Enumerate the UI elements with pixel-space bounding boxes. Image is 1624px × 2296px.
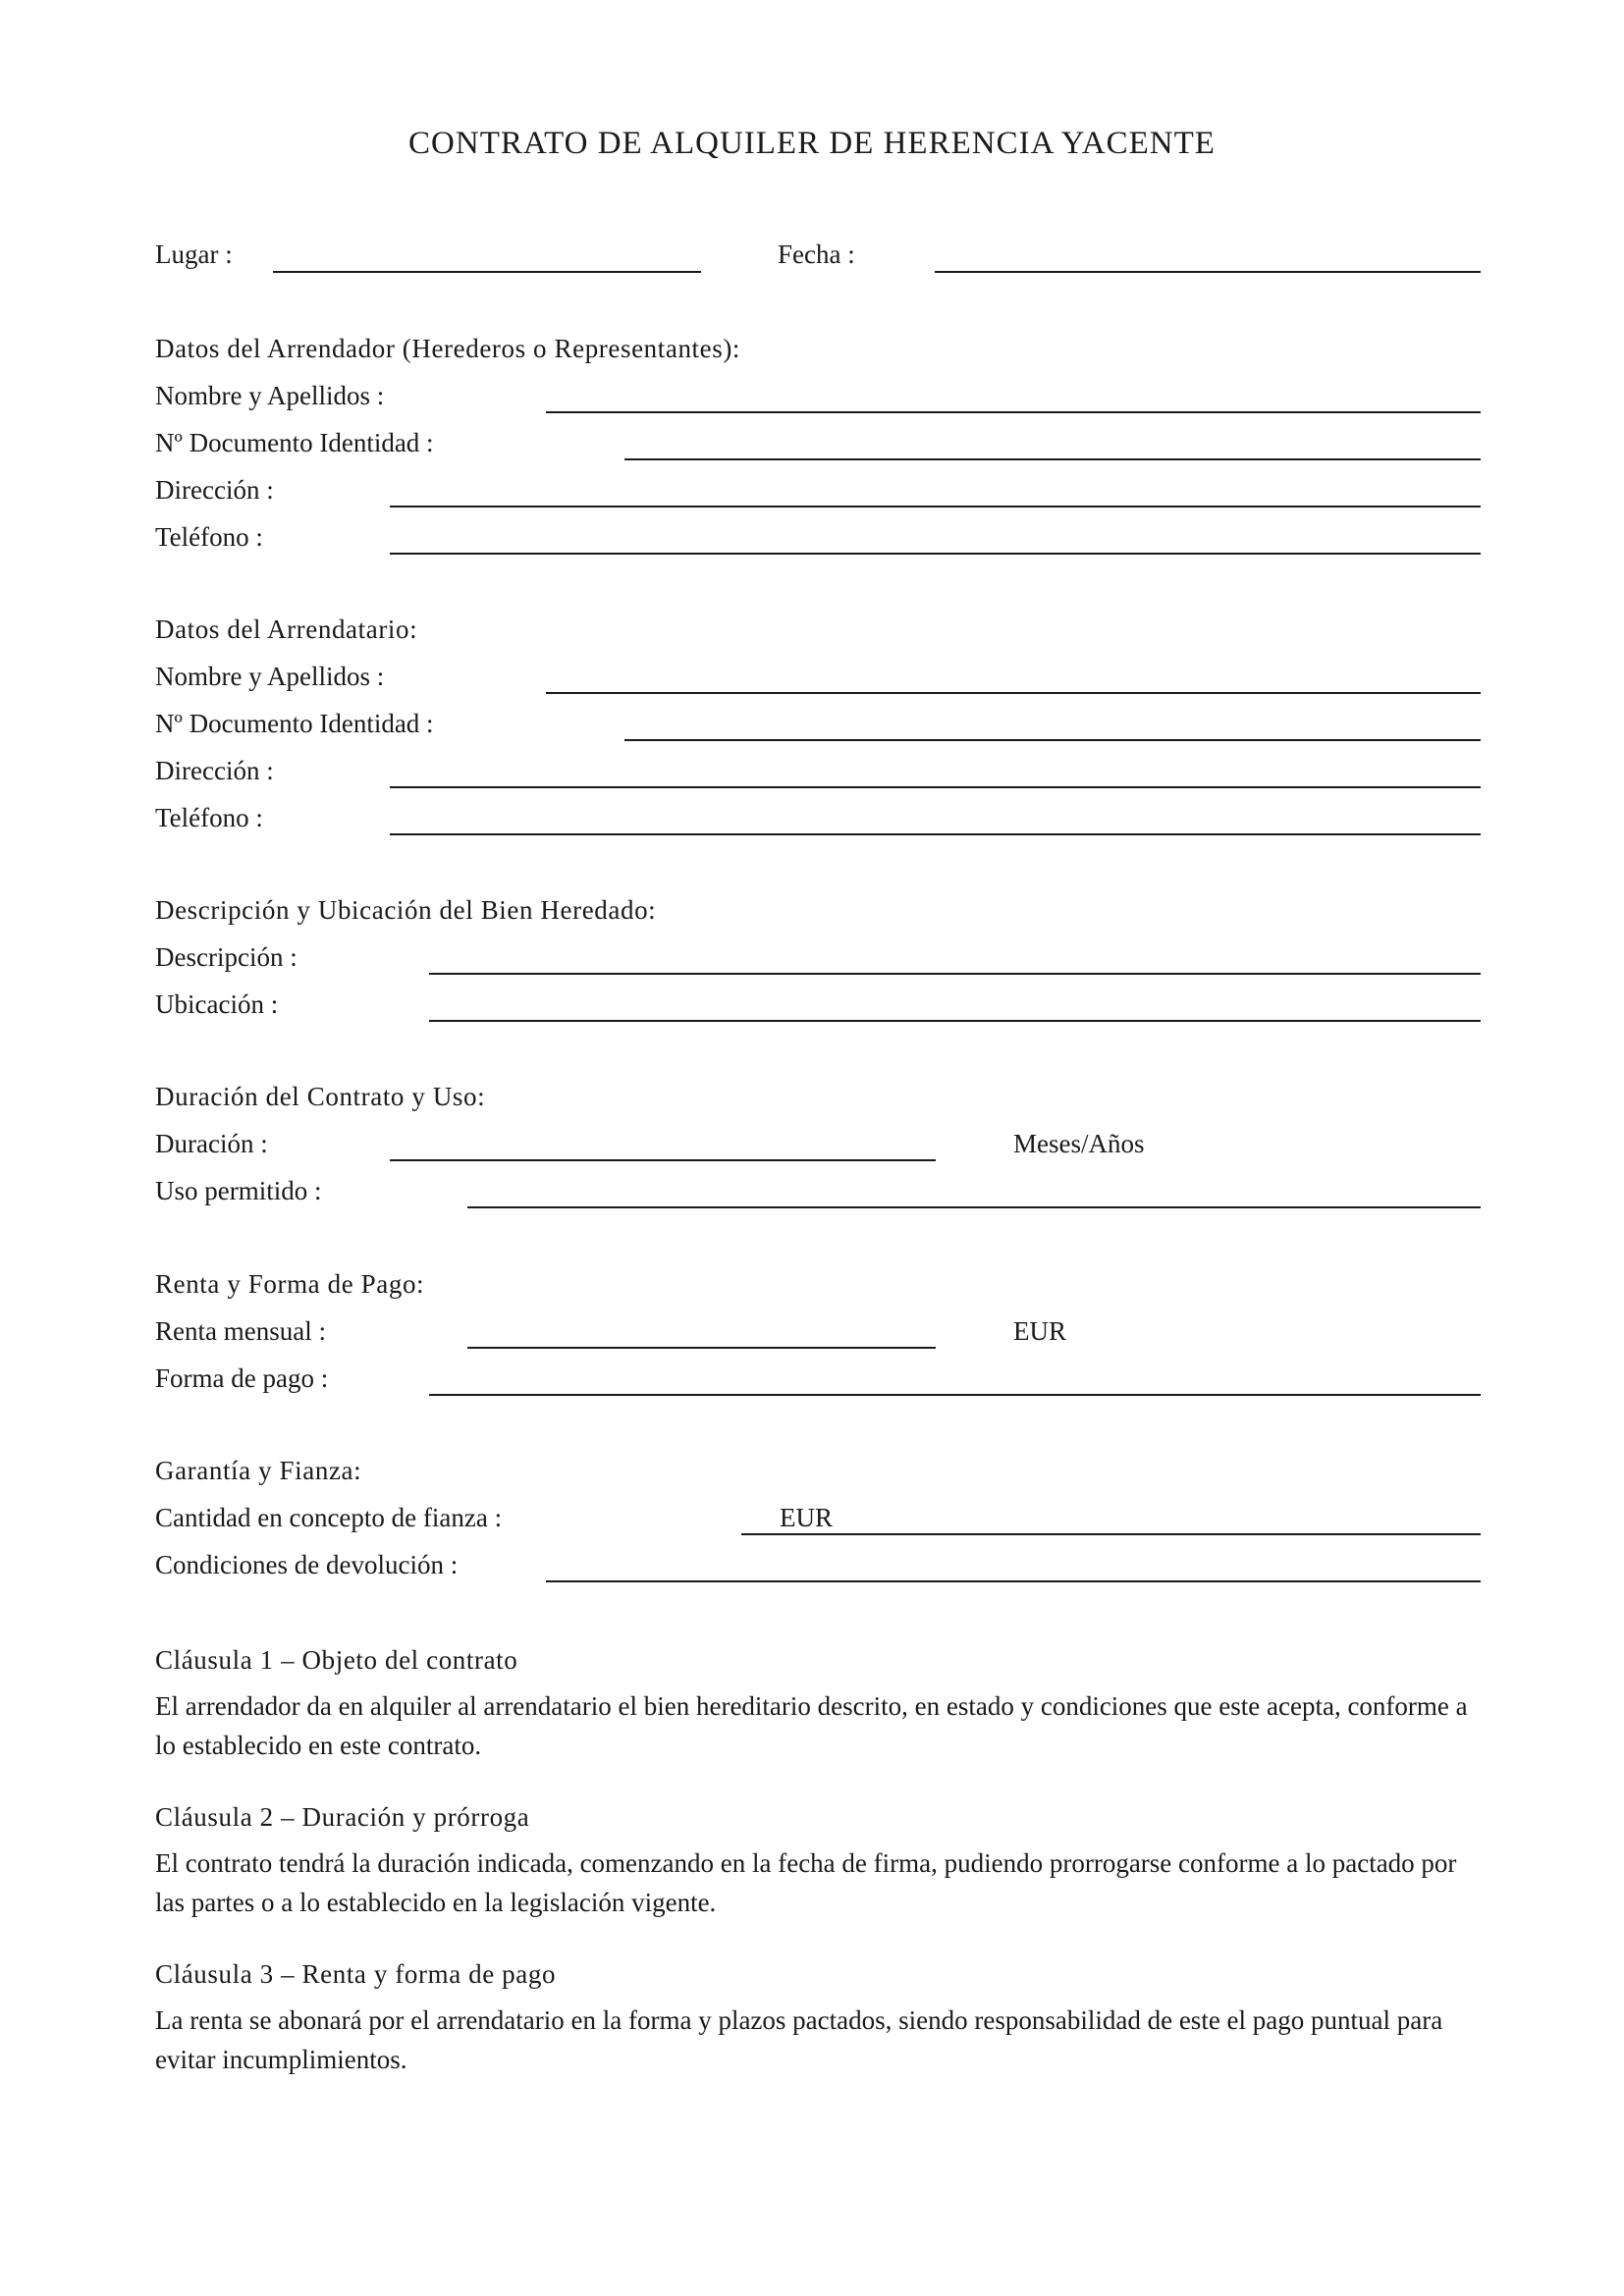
garantia-heading: Garantía y Fianza: xyxy=(155,1456,362,1485)
clausula-2-title: Cláusula 2 – Duración y prórroga xyxy=(155,1802,530,1832)
arrendatario-direccion-label: Dirección : xyxy=(155,756,274,785)
arrendatario-telefono-label: Teléfono : xyxy=(155,803,263,832)
lugar-label: Lugar : xyxy=(155,240,233,269)
arrendatario-documento-field[interactable] xyxy=(624,739,1481,741)
fianza-field[interactable] xyxy=(741,1533,1481,1535)
arrendador-documento-label: Nº Documento Identidad : xyxy=(155,428,434,457)
devolucion-field[interactable] xyxy=(546,1580,1481,1582)
clausula-1-text: El arrendador da en alquiler al arrendatario el bien hereditario descrito, en estado y condiciones que este acepta, conforme a lo establecido en este contrato. xyxy=(155,1691,1468,1760)
bien-ubicacion-label: Ubicación : xyxy=(155,989,279,1019)
arrendatario-nombre-label: Nombre y Apellidos : xyxy=(155,662,385,691)
uso-label: Uso permitido : xyxy=(155,1176,322,1205)
fianza-unit: EUR xyxy=(780,1503,833,1532)
duracion-heading: Duración del Contrato y Uso: xyxy=(155,1082,486,1111)
clausula-3-title: Cláusula 3 – Renta y forma de pago xyxy=(155,1959,557,1989)
clausula-3-text: La renta se abonará por el arrendatario en la forma y plazos pactados, siendo responsabilidad de este el pago puntual para evitar incumplimientos. xyxy=(155,2005,1443,2074)
bien-descripcion-field[interactable] xyxy=(429,973,1481,975)
bien-ubicacion-field[interactable] xyxy=(429,1020,1481,1022)
arrendatario-heading: Datos del Arrendatario: xyxy=(155,614,418,644)
arrendatario-direccion-field[interactable] xyxy=(390,786,1481,788)
arrendador-telefono-field[interactable] xyxy=(390,553,1481,555)
arrendador-nombre-field[interactable] xyxy=(546,411,1481,413)
fecha-label: Fecha : xyxy=(778,240,855,269)
fecha-field[interactable] xyxy=(935,271,1481,273)
duracion-field[interactable] xyxy=(390,1159,936,1161)
arrendador-direccion-field[interactable] xyxy=(390,506,1481,507)
devolucion-label: Condiciones de devolución : xyxy=(155,1550,459,1579)
renta-heading: Renta y Forma de Pago: xyxy=(155,1269,425,1299)
page-title: CONTRATO DE ALQUILER DE HERENCIA YACENTE xyxy=(408,126,1216,161)
bien-heading: Descripción y Ubicación del Bien Heredado: xyxy=(155,895,657,925)
arrendador-documento-field[interactable] xyxy=(624,458,1481,460)
fianza-label: Cantidad en concepto de fianza : xyxy=(155,1503,503,1532)
arrendador-direccion-label: Dirección : xyxy=(155,475,274,505)
arrendatario-nombre-field[interactable] xyxy=(546,692,1481,694)
renta-label: Renta mensual : xyxy=(155,1316,326,1346)
forma-pago-label: Forma de pago : xyxy=(155,1363,329,1393)
clausula-2-text: El contrato tendrá la duración indicada, comenzando en la fecha de firma, pudiendo prorrogarse conforme a lo pactado por las partes o a lo establecido en la legislación vigente. xyxy=(155,1848,1457,1917)
arrendador-heading: Datos del Arrendador (Herederos o Representantes): xyxy=(155,334,741,363)
bien-descripcion-label: Descripción : xyxy=(155,942,298,972)
arrendatario-telefono-field[interactable] xyxy=(390,833,1481,835)
clausula-1-title: Cláusula 1 – Objeto del contrato xyxy=(155,1645,518,1675)
uso-field[interactable] xyxy=(467,1206,1481,1208)
forma-pago-field[interactable] xyxy=(429,1394,1481,1396)
duracion-label: Duración : xyxy=(155,1129,268,1158)
renta-unit: EUR xyxy=(1013,1316,1066,1346)
duracion-unit: Meses/Años xyxy=(1013,1129,1145,1158)
arrendador-nombre-label: Nombre y Apellidos : xyxy=(155,381,385,410)
arrendador-telefono-label: Teléfono : xyxy=(155,522,263,552)
renta-field[interactable] xyxy=(467,1347,936,1349)
lugar-field[interactable] xyxy=(273,271,701,273)
arrendatario-documento-label: Nº Documento Identidad : xyxy=(155,709,434,738)
